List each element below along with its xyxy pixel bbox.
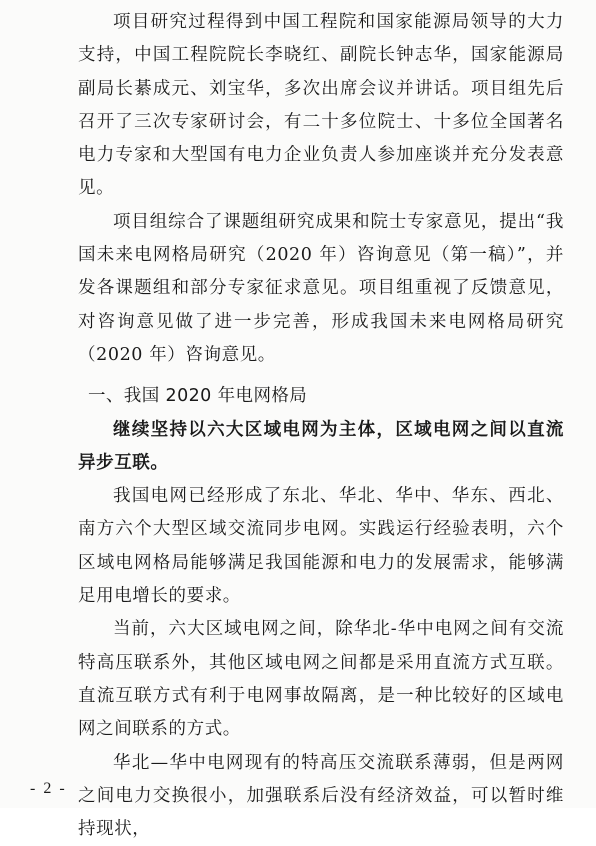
section-heading: 一、我国 2020 年电网格局 <box>88 386 308 407</box>
paragraph-north-central: 华北—华中电网现有的特高压交流联系薄弱，但是两网之间电力交换很小，加强联系后没有经济效益，可以暂时维持现状， <box>78 752 564 840</box>
document-body <box>78 6 564 846</box>
paragraph-consultation-draft: 项目组综合了课题组研究成果和院士专家意见，提出“我国未来电网格局研究（2020 年）咨询意见（第一稿）”，并发各课题组和部分专家征求意见。项目组重视了反馈意见，对咨询意见做了进一步完善，形成我国未来电网格局研究（2020 年）咨询意见。 <box>78 211 564 365</box>
lead-statement: 继续坚持以六大区域电网为主体，区域电网之间以直流异步互联。 <box>78 419 564 473</box>
paragraph-dc-interconnection: 当前，六大区域电网之间，除华北-华中电网之间有交流特高压联系外，其他区域电网之间都是采用直流方式互联。直流互联方式有利于电网事故隔离，是一种比较好的区域电网之间联系的方式。 <box>78 619 564 740</box>
paragraph-regional-grids: 我国电网已经形成了东北、华北、华中、华东、西北、南方六个大型区域交流同步电网。实践运行经验表明，六个区域电网格局能够满足我国能源和电力的发展需求，能够满足用电增长的要求。 <box>78 486 564 607</box>
page-number: - 2 - <box>30 780 67 797</box>
paragraph-project-support: 项目研究过程得到中国工程院和国家能源局领导的大力支持，中国工程院院长李晓红、副院长钟志华，国家能源局副局长綦成元、刘宝华，多次出席会议并讲话。项目组先后召开了三次专家研讨会，有二十多位院士、十多位全国著名电力专家和大型国有电力企业负责人参加座谈并充分发表意见。 <box>78 12 564 199</box>
